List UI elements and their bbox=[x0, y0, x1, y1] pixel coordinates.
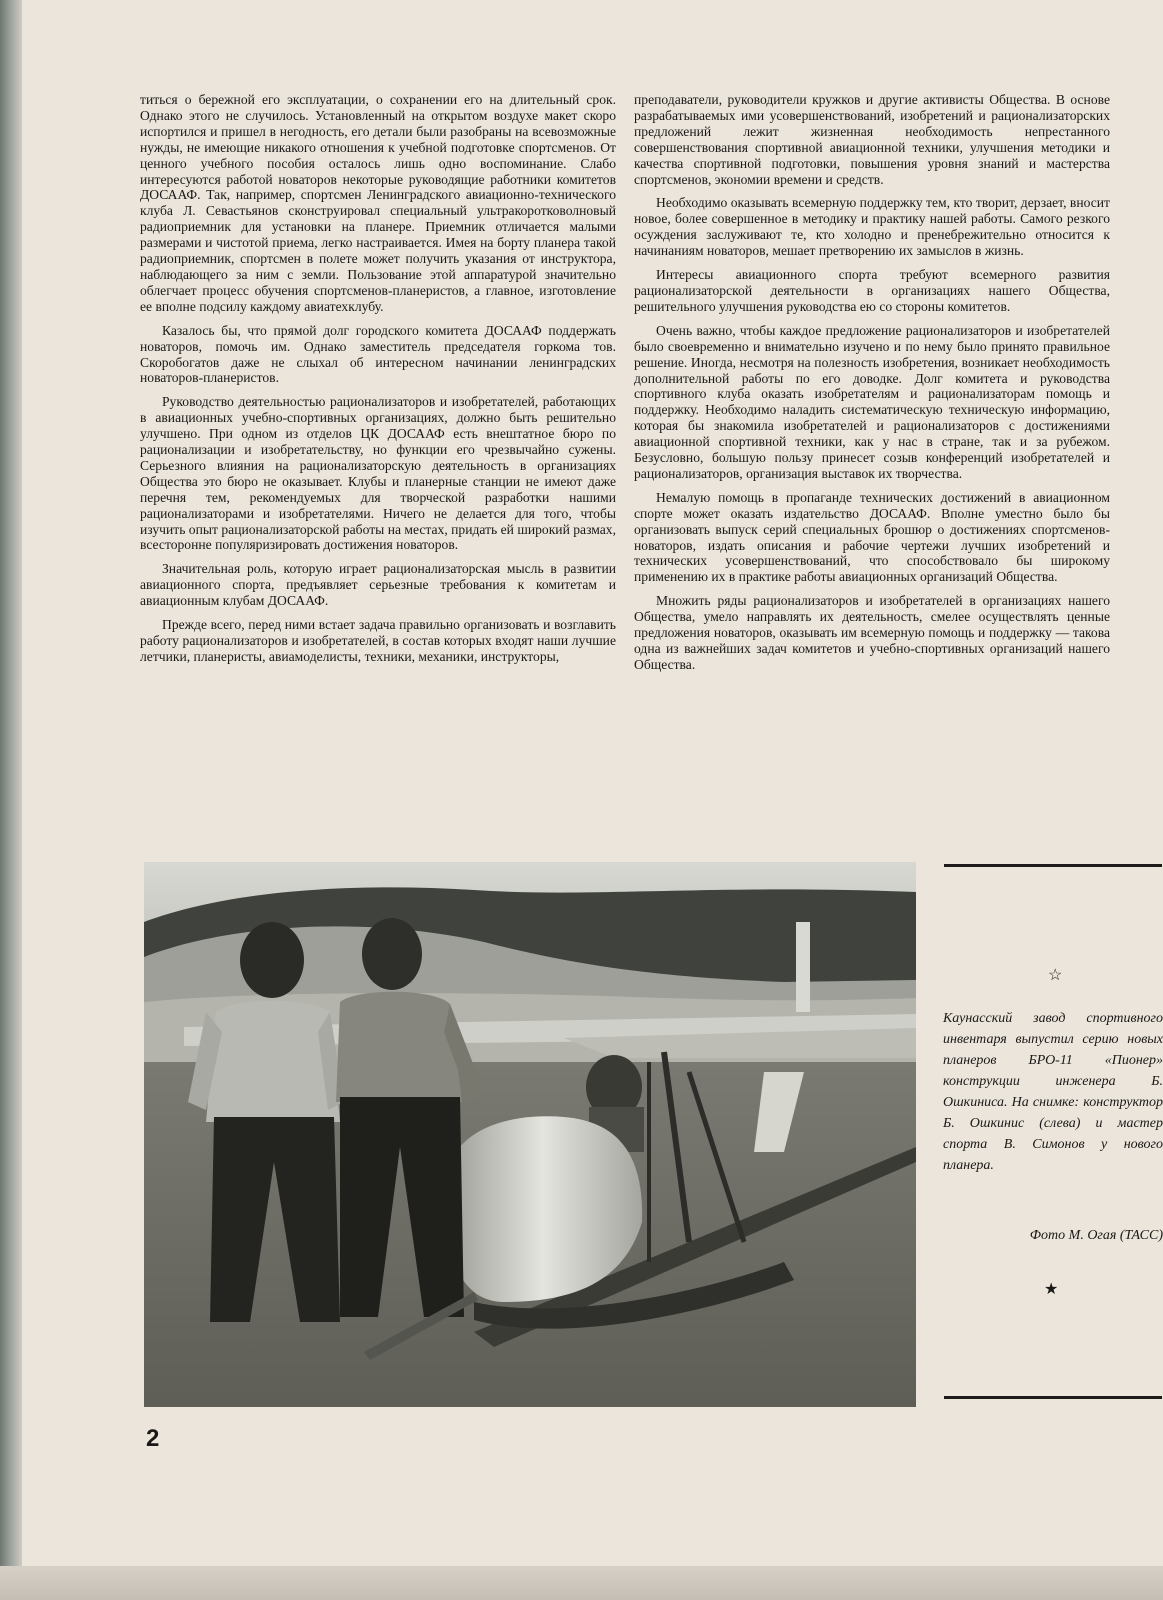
paragraph: Значительная роль, которую играет рационализаторская мысль в развитии авиационного спорта, предъявляет серьезные требования к комитетам и авиационным клубам ДОСААФ. bbox=[140, 561, 616, 609]
star-icon: ★ bbox=[1044, 1281, 1059, 1298]
paragraph: преподаватели, руководители кружков и другие активисты Общества. В основе разрабатываемых ими усовершенствований, изобретений и рационализаторских предложений лежит жизненная необходимость непрестанного совершенствования спортивной авиационной техники, улучшения методики и качества спортивной подготовки, повышения уровня знаний и мастерства спортсменов, экономии времени и средств. bbox=[634, 92, 1110, 187]
paragraph: Необходимо оказывать всемерную поддержку тем, кто творит, дерзает, вносит новое, более совершенное в методику и практику нашей работы. Самого резкого осуждения заслуживают те, кто холодно и пренебрежительно относится к начинаниям новаторов, мешает претворению их замыслов в жизнь. bbox=[634, 195, 1110, 259]
caption-rule-top bbox=[944, 864, 1162, 867]
photo-caption: Каунасский завод спортивного инвентаря выпустил серию новых планеров БРО-11 «Пионер» конструкции инженера Б. Ошкиниса. На снимке: конструктор Б. Ошкинис (слева) и мастер спорта В. Симонов у нового планера. bbox=[943, 1011, 1163, 1173]
page-edge-left bbox=[0, 0, 22, 1600]
paragraph: Очень важно, чтобы каждое предложение рационализаторов и изобретателей было своевременно и внимательно изучено и по нему было принято правильное решение. Иногда, несмотря на полезность изобретения, возникает необходимость дополнительной работы по его доводке. Долг комитета и руководства спортивного клуба оказать изобретателям и рационализаторам помощь и поддержку. Необходимо наладить систематическую техническую информацию, которая бы знакомила изобретателей и рационализаторов с достижениями авиационной спортивной техники, как у нас в стране, так и за рубежом. Безусловно, большую пользу принесет созыв конференций изобретателей и рационализаторов, организация выставок их творчества. bbox=[634, 322, 1110, 481]
magazine-page bbox=[22, 0, 1163, 1566]
page-number: 2 bbox=[146, 1425, 160, 1452]
paragraph: Прежде всего, перед ними встает задача правильно организовать и возглавить работу рационализаторов и изобретателей, в состав которых входят наши лучшие летчики, планеристы, авиамоделисты, техники, механики, инструкторы, bbox=[140, 617, 616, 664]
article-column-left bbox=[140, 92, 616, 673]
photo-credit: Фото М. Огая (ТАСС) bbox=[1029, 1228, 1163, 1243]
glider-photo bbox=[144, 862, 916, 1407]
article-column-right bbox=[634, 92, 1110, 681]
page-edge-bottom bbox=[0, 1566, 1163, 1600]
paragraph: Интересы авиационного спорта требуют всемерного развития рационализаторской деятельности в организациях нашего Общества, решительного улучшения руководства ею со стороны комитетов. bbox=[634, 267, 1110, 314]
paragraph: Множить ряды рационализаторов и изобретателей в организациях нашего Общества, умело направлять их деятельность, смелее осуществлять ценные предложения новаторов, оказывать им всемерную помощь и поддержку — такова одна из важнейших задач комитетов и учебно-спортивных организаций нашего Общества. bbox=[634, 593, 1110, 672]
paragraph: Немалую помощь в пропаганде технических достижений в авиационном спорте может оказать издательство ДОСААФ. Вполне уместно было бы организовать выпуск серий специальных брошюр о достижениях спортсменов-новаторов, издать описания и рабочие чертежи лучших изобретений и технических усовершенствований, что способствовало бы широкому применению их в практике работы авиационных организаций Общества. bbox=[634, 489, 1110, 585]
paragraph: титься о бережной его эксплуатации, о сохранении его на длительный срок. Однако этого не случилось. Установленный на открытом воздухе макет скоро испортился и пришел в негодность, его детали были разобраны на всевозможные нужды, не имеющие никакого отношения к учебной подготовке спортсменов. От ценного учебного пособия осталось лишь одно воспоминание. Слабо интересуются работой новаторов некоторые руководящие работники комитетов ДОСААФ. Так, например, спортсмен Ленинградского авиационно-технического клуба Л. Севастьянов сконструировал специальный ультракоротковолновый радиоприемник для установки на планере. Приемник отличается малыми размерами и чистотой приема, легко настраивается. Имея на борту планера такой радиоприемник, спортсмен в полете может получить указания от инструктора, наблюдающего за ним с земли. Пользование этой аппаратурой значительно облегчает процесс обучения спортсменов-планеристов, а главное, изготовление ее вполне подсилу каждому авиатехклубу. bbox=[140, 92, 616, 314]
glider-photo-illustration bbox=[144, 862, 916, 1407]
caption-rule-bottom bbox=[944, 1396, 1162, 1399]
paragraph: Руководство деятельностью рационализаторов и изобретателей, работающих в авиационных учебно-спортивных организациях, должно быть решительно улучшено. При одном из отделов ЦК ДОСААФ есть внештатное бюро по рационализации и изобретательству, но функции его чрезвычайно сужены. Серьезного влияния на рационализаторскую деятельность в организациях Общества это бюро не оказывает. Клубы и планерные станции не имеют даже перечня тем, рекомендуемых для творческой разработки нашими рационализаторами и изобретателями. Ничего не делается для того, чтобы изучить опыт рационализаторской работы на местах, придать ей широкий размах, всесторонне популяризировать достижения новаторов. bbox=[140, 394, 616, 553]
paragraph: Казалось бы, что прямой долг городского комитета ДОСААФ поддержать новаторов, помочь им. Однако заместитель председателя горкома тов. Скоробогатов даже не слыхал об интересном начинании ленинградских новаторов-планеристов. bbox=[140, 322, 616, 386]
star-icon: ☆ bbox=[1048, 967, 1063, 984]
